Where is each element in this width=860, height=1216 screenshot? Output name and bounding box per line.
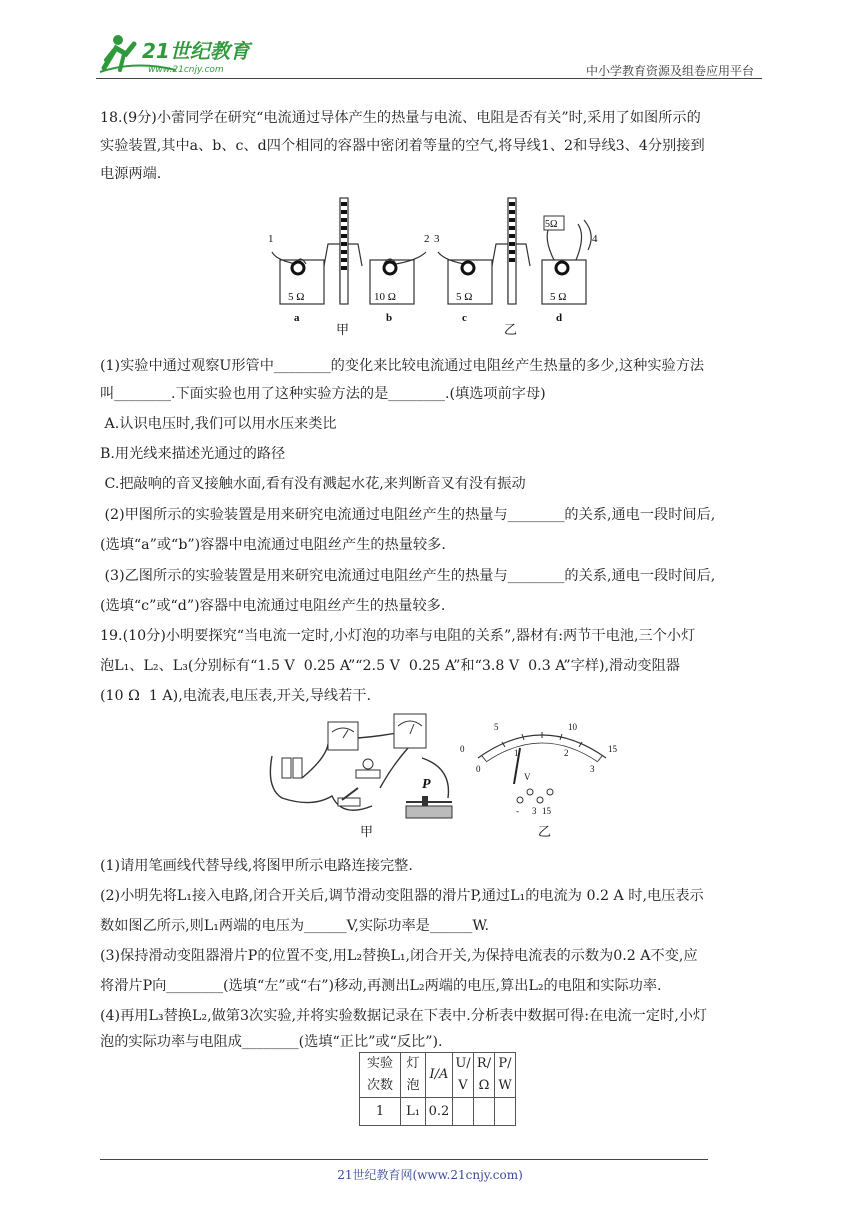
- svg-text:3: 3: [532, 806, 537, 816]
- table-header-cell: 实验 次数: [360, 1053, 401, 1098]
- q18-option-b: B.用光线来描述光通过的路径: [100, 446, 286, 462]
- svg-text:d: d: [556, 312, 563, 324]
- q19-voltmeter-dial-figure: [456, 712, 628, 840]
- svg-text:乙: 乙: [538, 824, 552, 839]
- svg-text:3: 3: [590, 764, 595, 774]
- table-cell: 1: [360, 1098, 401, 1126]
- q18-line3: 电源两端.: [100, 166, 162, 182]
- svg-text:5 Ω: 5 Ω: [456, 291, 473, 303]
- table-cell: [453, 1098, 474, 1126]
- svg-text:c: c: [462, 312, 467, 324]
- q19-sub3-line2: 将滑片P向________(选填“左”或“右”)移动,再测出L₂两端的电压,算出L₂的电阻和实际功率.: [100, 978, 662, 994]
- q19-sub2-line2: 数如图乙所示,则L₁两端的电压为______V,实际功率是______W.: [100, 918, 490, 934]
- q18-sub3-line1: (3)乙图所示的实验装置是用来研究电流通过电阻丝产生的热量与________的关系,通电一段时间后,: [100, 568, 716, 584]
- table-header-cell: U/ V: [453, 1053, 474, 1098]
- svg-text:10: 10: [568, 722, 577, 732]
- svg-text:5Ω: 5Ω: [545, 219, 558, 230]
- svg-text:15: 15: [542, 806, 551, 816]
- q19-line2: 泡L₁、L₂、L₃(分别标有“1.5 V 0.25 A”“2.5 V 0.25 A”和“3.8 V 0.3 A”字样),滑动变阻器: [100, 658, 680, 674]
- svg-text:2: 2: [564, 748, 569, 758]
- header-rule: [96, 78, 762, 79]
- q19-sub1: (1)请用笔画线代替导线,将图甲所示电路连接完整.: [100, 858, 413, 874]
- q19-line3: (10 Ω 1 A),电流表,电压表,开关,导线若干.: [100, 688, 371, 704]
- svg-text:0: 0: [460, 744, 465, 754]
- q19-circuit-figure: [262, 708, 462, 844]
- q18-sub2-line1: (2)甲图所示的实验装置是用来研究电流通过电阻丝产生的热量与________的关系,通电一段时间后,: [100, 507, 716, 523]
- table-header-cell: I/A: [426, 1053, 453, 1098]
- svg-text:V: V: [524, 772, 531, 782]
- footer-text: 21世纪教育网(www.21cnjy.com): [337, 1168, 523, 1182]
- svg-text:www.21cnjy.com: www.21cnjy.com: [148, 65, 224, 75]
- svg-text:a: a: [294, 312, 300, 324]
- table-cell: 0.2: [426, 1098, 453, 1126]
- page-header: [96, 30, 762, 78]
- q19-sub3-line1: (3)保持滑动变阻器滑片P的位置不变,用L₂替换L₁,闭合开关,为保持电流表的示数为0.2 A不变,应: [100, 948, 698, 964]
- svg-text:21世纪教育: 21世纪教育: [142, 39, 250, 63]
- q18-line1: 18.(9分)小蕾同学在研究“电流通过导体产生的热量与电流、电阻是否有关”时,采用了如图所示的: [100, 110, 701, 126]
- q18-sub1-line1: (1)实验中通过观察U形管中________的变化来比较电流通过电阻丝产生热量的多少,这种实验方法: [100, 358, 705, 374]
- q18-sub2-line2: (选填“a”或“b”)容器中电流通过电阻丝产生的热量较多.: [100, 537, 446, 553]
- q18-sub3-line2: (选填“c”或“d”)容器中电流通过电阻丝产生的热量较多.: [100, 598, 446, 614]
- svg-text:甲: 甲: [360, 824, 374, 839]
- q19-sub4-line2: 泡的实际功率与电阻成________(选填“正比”或“反比”).: [100, 1034, 443, 1050]
- q18-option-c: C.把敲响的音叉接触水面,看有没有溅起水花,来判断音叉有没有振动: [100, 476, 526, 492]
- svg-text:1: 1: [514, 748, 519, 758]
- q18-sub1-line2: 叫________.下面实验也用了这种实验方法的是________.(填选项前字母): [100, 386, 546, 402]
- svg-text:5 Ω: 5 Ω: [550, 291, 567, 303]
- svg-text:0: 0: [476, 764, 481, 774]
- platform-name: 中小学教育资源及组卷应用平台: [585, 64, 754, 78]
- q18-apparatus-figure: [266, 194, 602, 340]
- svg-text:1: 1: [268, 233, 274, 245]
- table-header-cell: 灯 泡: [401, 1053, 426, 1098]
- svg-text:5 Ω: 5 Ω: [288, 291, 305, 303]
- svg-text:5: 5: [494, 722, 499, 732]
- svg-text:2: 2: [424, 233, 430, 245]
- table-row: [360, 1098, 516, 1126]
- svg-text:b: b: [386, 312, 393, 324]
- svg-text:乙: 乙: [504, 322, 518, 337]
- table-cell: [495, 1098, 516, 1126]
- svg-text:3: 3: [434, 233, 440, 245]
- svg-text:15: 15: [608, 744, 617, 754]
- table-header-cell: R/ Ω: [474, 1053, 495, 1098]
- svg-text:P: P: [422, 777, 431, 792]
- svg-text:-: -: [516, 806, 519, 816]
- q18-option-a: A.认识电压时,我们可以用水压来类比: [100, 416, 337, 432]
- table-cell: L₁: [401, 1098, 426, 1126]
- data-table: [359, 1052, 516, 1126]
- svg-text:4: 4: [592, 233, 598, 245]
- svg-text:甲: 甲: [336, 322, 350, 337]
- table-cell: [474, 1098, 495, 1126]
- table-header-row: [360, 1053, 516, 1098]
- svg-text:10 Ω: 10 Ω: [374, 291, 396, 303]
- footer-rule: [100, 1159, 708, 1160]
- q19-sub2-line1: (2)小明先将L₁接入电路,闭合开关后,调节滑动变阻器的滑片P,通过L₁的电流为 0.2 A 时,电压表示: [100, 888, 704, 904]
- q18-line2: 实验装置,其中a、b、c、d四个相同的容器中密闭着等量的空气,将导线1、2和导线3、4分别接到: [100, 138, 705, 154]
- logo-21cnjy: [96, 30, 266, 76]
- q19-line1: 19.(10分)小明要探究“当电流一定时,小灯泡的功率与电阻的关系”,器材有:两节干电池,三个小灯: [100, 628, 696, 644]
- q19-sub4-line1: (4)再用L₃替换L₂,做第3次实验,并将实验数据记录在下表中.分析表中数据可得:在电流一定时,小灯: [100, 1008, 708, 1024]
- table-header-cell: P/ W: [495, 1053, 516, 1098]
